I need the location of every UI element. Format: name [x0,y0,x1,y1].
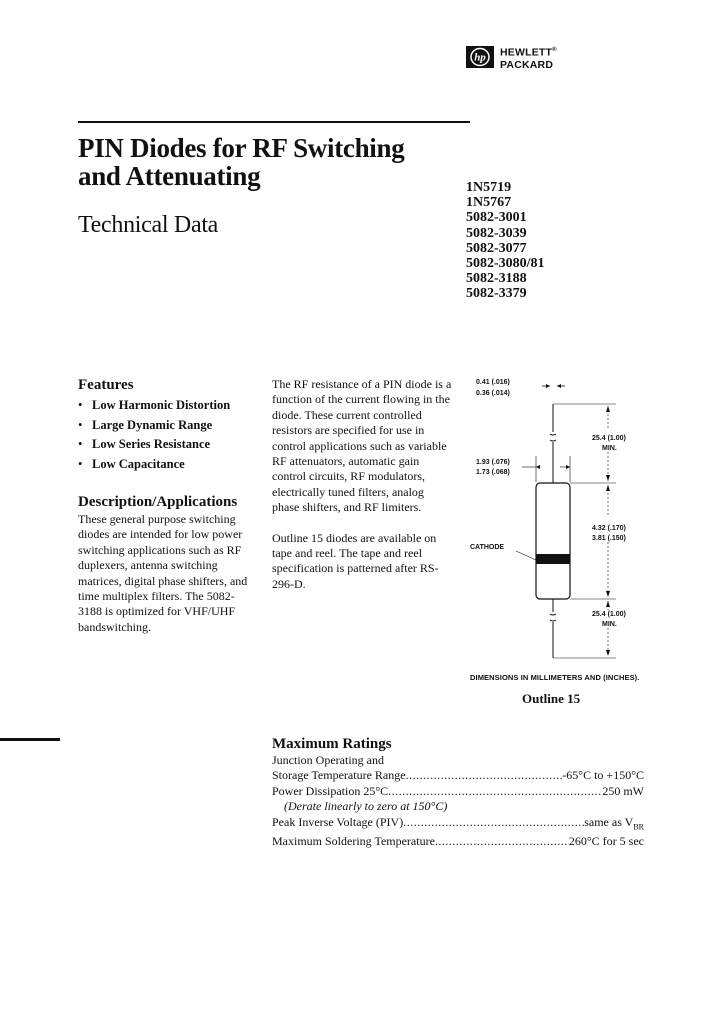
feature-item: • Low Series Resistance [78,435,230,455]
features-heading: Features [78,377,134,393]
rating-row: Peak Inverse Voltage (PIV) ..... same as $V_{BR}$ [272,815,644,835]
part-number: 5082-3080/81 [466,256,545,272]
body-paragraph-2: Outline 15 diodes are available on tape and reel. The tape and reel specification is patterned after RS-296-D. [272,530,439,591]
cathode-band [536,554,570,564]
bullet-icon: • [78,437,83,452]
min-label-top: MIN. [602,445,617,452]
body-dia-max-label: 1.93 (.076) [476,459,510,466]
body-paragraph-1: The RF resistance of a PIN diode is a function of the current flowing in the diode. These current controlled resistors are specified for use in control applications such as variable RF attenuators, automatic gain control circuits, RF modulators, electrically tuned filters, analog phase shifters, and RF limiters. [272,377,452,515]
part-number: 5082-3001 [466,210,527,226]
bullet-icon: • [78,398,83,412]
part-number: 5082-3039 [466,225,527,241]
bullet-icon: • [78,457,83,472]
body-text [272,377,454,607]
body-length-min-label: 3.81 (.150) [592,535,626,542]
part-number-list [466,180,545,302]
outline-15-diagram [440,370,670,670]
description-heading: Description/Applications [78,494,238,510]
diode-body [536,483,570,599]
rating-row: Storage Temperature Range ..... -65°C to +150°C [272,768,644,783]
rating-junction-line: Junction Operating and [272,753,384,767]
ratings-table [272,753,644,850]
feature-item: • Large Dynamic Range [78,416,230,436]
lead-dia-min-label: 0.36 (.014) [476,390,510,397]
lead-length-top-label: 25.4 (1.00) [592,435,626,442]
rating-row: Maximum Soldering Temperature ..... 260°C for 5 sec [272,834,644,849]
feature-item: • Low Harmonic Distortion [78,396,230,416]
part-number: 1N5719 [466,180,512,195]
page-subtitle: Technical Data [78,212,219,238]
feature-item: • Low Capacitance [78,455,230,475]
bullet-icon: • [78,417,83,432]
body-length-max-label: 4.32 (.170) [592,525,626,532]
title-rule [78,121,470,123]
part-number: 5082-3077 [466,240,527,256]
ratings-heading: Maximum Ratings [272,736,392,752]
part-number: 5082-3188 [466,271,527,287]
part-number: 5082-3379 [466,286,527,302]
rating-row: Power Dissipation 25°C ..... 250 mW [272,784,644,799]
outline-label: Outline 15 [522,691,581,706]
hp-logo-icon [466,46,494,68]
hp-logo-text: HEWLETT® PACKARD [500,46,557,71]
margin-bar [0,738,60,741]
lead-length-bottom-label: 25.4 (1.00) [592,611,626,618]
cathode-label: CATHODE [470,544,505,551]
lead-dia-max-label: 0.41 (.016) [476,379,510,386]
body-dia-min-label: 1.73 (.068) [476,469,510,476]
page-title: PIN Diodes for RF Switching and Attenuating [78,133,405,191]
part-number: 1N5767 [466,195,512,211]
dimensions-caption: DIMENSIONS IN MILLIMETERS AND (INCHES). [470,673,640,682]
features-list [78,396,230,475]
description-text: These general purpose switching diodes are intended for low power switching applications such as RF duplexers, antenna switching matrices, digital phase shifters, and time multiplex filters. The 5082-3188 is optimized for VHF/UHF bandswitching. [78,512,248,634]
min-label-bottom: MIN. [602,621,617,628]
svg-text:hp: hp [474,51,486,64]
hp-logo [466,44,557,71]
rating-derate-note: (Derate linearly to zero at 150°C) [284,799,448,814]
